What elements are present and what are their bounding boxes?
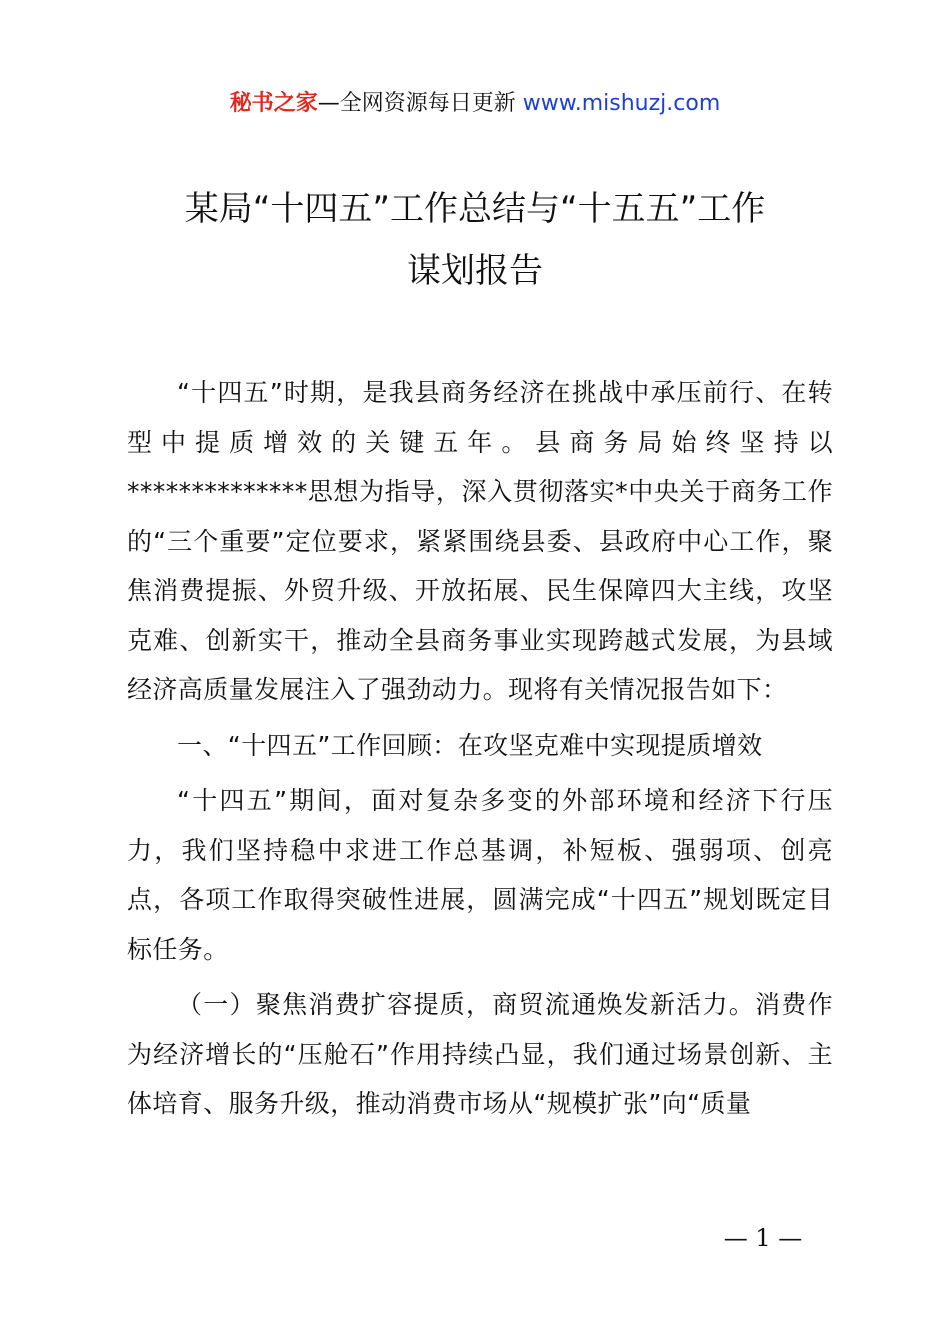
page-number: — 1 — xyxy=(723,1224,803,1252)
document-body xyxy=(127,368,833,1129)
brand-name: 秘书之家 xyxy=(229,91,318,116)
title-line-2: 谋划报告 xyxy=(407,251,543,291)
title-line-1: 某局“十四五”工作总结与“十五五”工作 xyxy=(184,189,766,229)
section-1-paragraph: “十四五”期间，面对复杂多变的外部环境和经济下行压力，我们坚持稳中求进工作总基调，补短板、强弱项、创亮点，各项工作取得突破性进展，圆满完成“十四五”规划既定目标任务。 xyxy=(127,786,833,964)
banner-slogan: —全网资源每日更新 xyxy=(317,91,516,116)
site-banner xyxy=(0,88,950,120)
subsection-1-paragraph: （一）聚焦消费扩容提质，商贸流通焕发新活力。消费作为经济增长的“压舱石”作用持续凸显，我们通过场景创新、主体培育、服务升级，推动消费市场从“规模扩张”向“质量 xyxy=(127,990,833,1118)
section-heading-1: 一、“十四五”工作回顾：在攻坚克难中实现提质增效 xyxy=(177,730,763,760)
site-url-link[interactable]: www.mishuzj.com xyxy=(522,91,721,116)
document-title xyxy=(60,178,890,302)
intro-paragraph: “十四五”时期，是我县商务经济在挑战中承压前行、在转型中提质增效的关键五年。县商务局始终坚持以**************思想为指导，深入贯彻落实*中央关于商务工作的“三个重要”定位要求，紧紧围绕县委、县政府中心工作，聚焦消费提振、外贸升级、开放拓展、民生保障四大主线，攻坚克难、创新实干，推动全县商务事业实现跨越式发展，为县域经济高质量发展注入了强劲动力。现将有关情况报告如下： xyxy=(127,378,833,704)
